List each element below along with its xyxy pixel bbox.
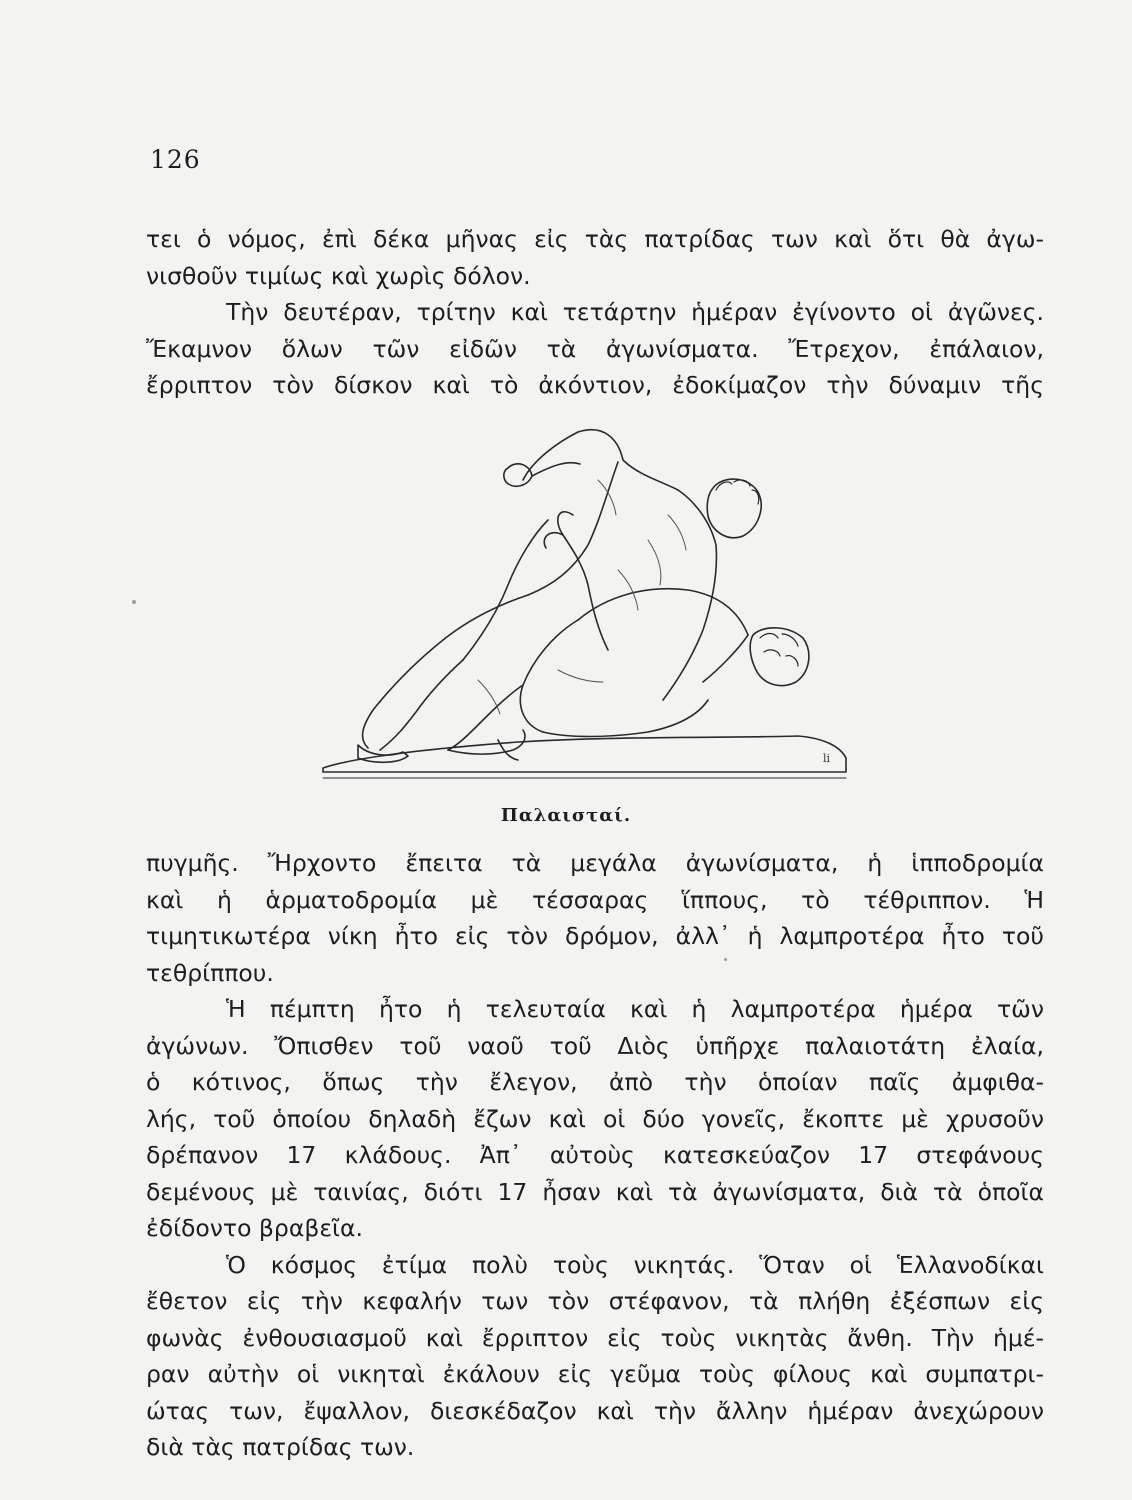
text-line: Τὴν δευτέραν, τρίτην καὶ τετάρτην ἡμέραν ἐγίνοντο οἱ ἀγῶνες. xyxy=(226,298,1044,326)
text-line: ἔρριπτον τὸν δίσκον καὶ τὸ ἀκόντιον, ἐδοκίμαζον τὴν δύναμιν τῆς xyxy=(146,371,1044,399)
figure-caption: Παλαισταί. xyxy=(500,805,632,826)
upper-wrestler-head xyxy=(707,479,761,538)
text-line: ἔθετον εἰς τὴν κεφαλήν των τὸν στέφανον, τὰ πλήθη ἐξέσπων εἰς xyxy=(146,1287,1044,1315)
text-line: λής, τοῦ ὁποίου δηλαδὴ ἔζων καὶ οἱ δύο γονεῖς, ἔκοπτε μὲ χρυσοῦν xyxy=(146,1104,1044,1133)
text-line: φωνὰς ἐνθουσιασμοῦ καὶ ἔρριπτον εἰς τοὺς νικητὰς ἄνθη. Τὴν ἡμέ- xyxy=(146,1323,1044,1352)
wrestlers-illustration xyxy=(318,420,858,790)
lower-wrestler-head xyxy=(750,628,809,686)
text-line: τιμητικωτέρα νίκη ἦτο εἰς τὸν δρόμον, ἀλλ᾽ ἡ λαμπροτέρα ἦτο τοῦ xyxy=(146,922,1044,950)
text-line: Ὁ κόσμος ἐτίμα πολὺ τοὺς νικητάς. Ὅταν οἱ Ἑλλανοδίκαι xyxy=(226,1250,1044,1279)
paper-speck xyxy=(724,958,727,961)
statue-base xyxy=(323,736,846,772)
lower-wrestler-back xyxy=(578,589,748,635)
text-line: καὶ ἡ ἁρματοδρομία μὲ τέσσαρας ἵππους, τὸ τέθριππον. Ἡ xyxy=(146,885,1044,914)
text-line: Ἡ πέμπτη ἦτο ἡ τελευταία καὶ ἡ λαμπροτέρα ἡμέρα τῶν xyxy=(226,995,1044,1023)
paragraph-bottom xyxy=(146,845,1044,1466)
paper-speck xyxy=(132,600,136,604)
paragraph-top xyxy=(146,221,1044,404)
text-line: τεθρίππου. xyxy=(146,958,274,987)
text-line: Ἔκαμνον ὅλων τῶν εἰδῶν τὰ ἀγωνίσματα. Ἔτρεχον, ἐπάλαιον, xyxy=(146,334,1044,363)
text-line: ραν αὐτὴν οἱ νικηταὶ ἐκάλουν εἰς γεῦμα τοὺς φίλους καὶ συμπατρι- xyxy=(146,1360,1044,1388)
text-line: νισθοῦν τιμίως καὶ χωρὶς δόλον. xyxy=(146,261,531,290)
text-line: διὰ τὰς πατρίδας των. xyxy=(146,1433,415,1461)
text-line: ώτας των, ἔψαλλον, διεσκέδαζον καὶ τὴν ἄλλην ἡμέραν ἀνεχώρουν xyxy=(146,1396,1044,1425)
text-line: τει ὁ νόμος, ἐπὶ δέκα μῆνας εἰς τὰς πατρίδας των καὶ ὅτι θὰ ἀγω- xyxy=(146,225,1044,253)
text-line: πυγμῆς. Ἤρχοντο ἔπειτα τὰ μεγάλα ἀγωνίσματα, ἡ ἱπποδρομία xyxy=(146,849,1044,877)
text-line: δρέπανον 17 κλάδους. Ἀπ᾽ αὐτοὺς κατεσκεύαζον 17 στεφάνους xyxy=(146,1141,1044,1169)
text-line: ἐδίδοντο βραβεῖα. xyxy=(146,1214,363,1242)
artist-signature: li xyxy=(823,752,831,765)
upper-wrestler-arm xyxy=(523,430,678,490)
page-number: 126 xyxy=(150,145,201,174)
text-line: δεμένους μὲ ταινίας, διότι 17 ἦσαν καὶ τὰ ἀγωνίσματα, διὰ τὰ ὁποῖα xyxy=(146,1177,1044,1206)
upper-wrestler-leg xyxy=(363,595,528,748)
text-line: ἀγώνων. Ὄπισθεν τοῦ ναοῦ τοῦ Διὸς ὑπῆρχε παλαιοτάτη ἐλαία, xyxy=(146,1031,1044,1060)
text-line: ὁ κότινος, ὅπως τὴν ἔλεγον, ἀπὸ τὴν ὁποίαν παῖς ἀμφιθα- xyxy=(146,1068,1044,1096)
